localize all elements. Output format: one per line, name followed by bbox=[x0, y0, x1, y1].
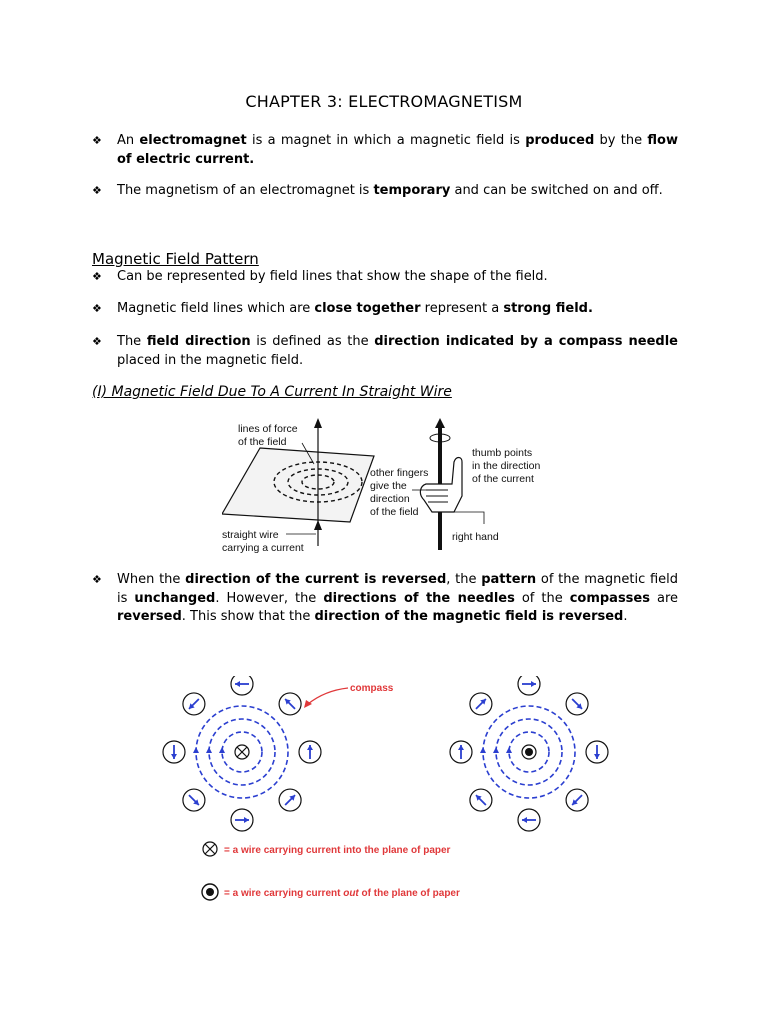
compass-icon bbox=[279, 789, 301, 811]
current-arrow-up bbox=[435, 418, 445, 428]
compass-icon bbox=[450, 741, 472, 763]
bullet-text: Magnetic field lines which are close together represent a strong field. bbox=[117, 301, 593, 316]
field-direction-arrow bbox=[193, 747, 199, 753]
thumb-points-label: thumb points bbox=[472, 447, 533, 459]
bullet-item bbox=[92, 182, 678, 201]
bullet-text: An electromagnet is a magnet in which a magnetic field is produced by the flow of electric current. bbox=[117, 133, 678, 167]
compass-icon bbox=[586, 741, 608, 763]
field-pattern-current-out-of-page bbox=[450, 676, 608, 831]
field-direction-arrow bbox=[480, 747, 486, 753]
other-fingers-label: direction bbox=[370, 493, 410, 505]
current-arrow-lower bbox=[314, 520, 322, 530]
lines-of-force-label: lines of force bbox=[238, 423, 298, 435]
compass-label: compass bbox=[350, 683, 394, 694]
current-arrow-up bbox=[314, 418, 322, 428]
bullet-text: The field direction is defined as the direction indicated by a compass needle placed in the magnetic field. bbox=[117, 334, 678, 368]
compass-icon bbox=[566, 693, 588, 715]
bullet-text: When the direction of the current is reversed, the pattern of the magnetic field is unchanged. However, the directions of the needles of the compasses are reversed. This show that the direction of the magnetic field is reversed. bbox=[117, 572, 679, 624]
diamond-bullet-icon: ❖ bbox=[92, 335, 102, 348]
compass-icon bbox=[279, 693, 301, 715]
field-direction-arrow bbox=[219, 747, 225, 753]
bullet-item bbox=[92, 571, 678, 627]
legend-out-text: = a wire carrying current out of the plane of paper bbox=[224, 888, 460, 899]
compass-icon bbox=[231, 809, 253, 831]
bullet-text: The magnetism of an electromagnet is temporary and can be switched on and off. bbox=[117, 183, 663, 198]
bullet-item bbox=[92, 300, 678, 319]
right-hand-label: right hand bbox=[452, 531, 499, 543]
bullet-item bbox=[92, 132, 678, 169]
diamond-bullet-icon: ❖ bbox=[92, 270, 102, 283]
field-direction-arrow bbox=[206, 747, 212, 753]
other-fingers-label: give the bbox=[370, 480, 407, 492]
straight-wire-label: carrying a current bbox=[222, 542, 304, 554]
thumb-points-label: in the direction bbox=[472, 460, 541, 472]
bullet-item bbox=[92, 268, 678, 287]
diamond-bullet-icon: ❖ bbox=[92, 573, 102, 586]
legend-out-of-page bbox=[202, 884, 460, 900]
lines-of-force-label: of the field bbox=[238, 436, 287, 448]
diamond-bullet-icon: ❖ bbox=[92, 134, 102, 147]
straight-wire-field-figure bbox=[222, 416, 552, 556]
page-title: CHAPTER 3: ELECTROMAGNETISM bbox=[245, 92, 523, 111]
field-direction-arrow bbox=[493, 747, 499, 753]
straight-wire-label: straight wire bbox=[222, 529, 279, 541]
compass-icon bbox=[470, 789, 492, 811]
section-heading: Magnetic Field Pattern bbox=[92, 250, 259, 268]
compass-icon bbox=[470, 693, 492, 715]
other-fingers-label: other fingers bbox=[370, 467, 429, 479]
field-direction-arrow bbox=[506, 747, 512, 753]
legend-into-text: = a wire carrying current into the plane of paper bbox=[224, 845, 451, 856]
field-pattern-current-into-page bbox=[163, 676, 321, 831]
other-fingers-label: of the field bbox=[370, 506, 419, 518]
compass-pointer-line bbox=[308, 688, 348, 704]
compass-icon bbox=[299, 741, 321, 763]
legend-into-page bbox=[203, 842, 451, 856]
compass-icon bbox=[183, 693, 205, 715]
subsection-heading: (I) Magnetic Field Due To A Current In Straight Wire bbox=[92, 384, 452, 400]
compass-icon bbox=[231, 676, 253, 695]
diamond-bullet-icon: ❖ bbox=[92, 302, 102, 315]
compass-icon bbox=[566, 789, 588, 811]
compass-icon bbox=[163, 741, 185, 763]
field-plane bbox=[222, 448, 374, 522]
compass-icon bbox=[518, 676, 540, 695]
diamond-bullet-icon: ❖ bbox=[92, 184, 102, 197]
bullet-item bbox=[92, 333, 678, 370]
thumb-points-label: of the current bbox=[472, 473, 534, 485]
compass-icon bbox=[518, 809, 540, 831]
bullet-text: Can be represented by field lines that show the shape of the field. bbox=[117, 269, 548, 284]
compass-icon bbox=[183, 789, 205, 811]
compass-field-figure bbox=[150, 676, 620, 906]
pointer-line bbox=[452, 512, 484, 524]
